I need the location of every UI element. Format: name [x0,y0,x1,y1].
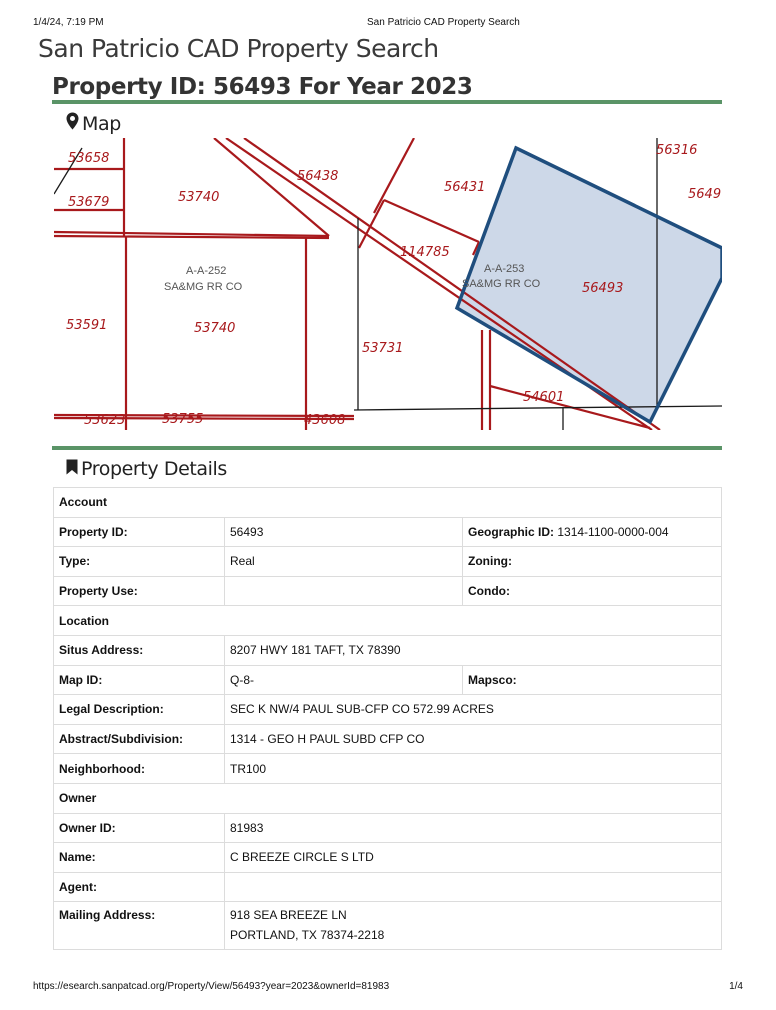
parcel-label: 53658 [68,151,110,166]
mailing-address-line: 918 SEA BREEZE LN [230,908,347,923]
mapsco-label: Mapsco: [468,672,517,687]
owner-name-label: Name: [54,843,225,873]
situs-address-value: 8207 HWY 181 TAFT, TX 78390 [225,635,722,665]
table-row [54,488,722,518]
property-details-table [53,487,722,950]
neighborhood-label: Neighborhood: [54,754,225,784]
page-number: 1/4 [729,981,743,992]
table-row [54,902,722,950]
property-use-label: Property Use: [54,576,225,606]
parcel-label: 43608 [304,413,346,428]
owner-id-value: 81983 [225,813,722,843]
parcel-label: 53623 [84,413,126,428]
agent-value [225,872,722,902]
details-heading-label: Property Details [81,458,227,480]
geographic-id-value: 1314-1100-0000-004 [557,524,669,539]
table-row [54,695,722,725]
table-row [54,517,722,547]
mapsco-cell [463,665,722,695]
table-row [54,783,722,813]
table-row [54,665,722,695]
map-heading-label: Map [82,112,121,135]
parcel-label: 56493 [582,281,624,296]
parcel-label: 53591 [66,318,108,333]
map-divider [52,446,722,450]
table-row [54,872,722,902]
geographic-id-cell [463,517,722,547]
table-row [54,843,722,873]
type-label: Type: [54,547,225,577]
abstract-id-label: A-A-253 [484,263,525,275]
legal-description-label: Legal Description: [54,695,225,725]
parcel-label: 53740 [194,321,236,336]
zoning-label: Zoning: [468,554,512,569]
parcel-label: 5649 [688,187,722,202]
condo-cell [463,576,722,606]
parcel-label: 56431 [444,180,486,195]
table-row [54,635,722,665]
zoning-cell [463,547,722,577]
mailing-address-label: Mailing Address: [54,902,225,950]
situs-address-label: Situs Address: [54,635,225,665]
map-marker-icon [66,112,79,135]
condo-label: Condo: [468,584,510,599]
abstract-id-label: A-A-252 [186,265,227,277]
parcel-map-canvas[interactable] [54,138,722,430]
property-title: Property ID: 56493 For Year 2023 [52,74,473,100]
type-value: Real [225,547,463,577]
table-row [54,547,722,577]
owner-name-value: C BREEZE CIRCLE S LTD [225,843,722,873]
table-row [54,754,722,784]
property-id-label: Property ID: [54,517,225,547]
table-row [54,813,722,843]
print-footer [33,981,743,992]
neighborhood-value: TR100 [225,754,722,784]
title-divider [52,100,722,104]
section-header-owner: Owner [54,783,722,813]
details-heading [66,458,227,480]
print-page-title: San Patricio CAD Property Search [367,17,520,28]
parcel-label: 54601 [523,390,565,405]
parcel-label: 56438 [297,169,339,184]
bookmark-icon [66,458,78,480]
parcel-label: 114785 [400,245,450,260]
geographic-id-label: Geographic ID: [468,524,555,539]
property-use-value [225,576,463,606]
parcel-label: 53731 [362,341,404,356]
print-datetime: 1/4/24, 7:19 PM [33,17,104,28]
owner-id-label: Owner ID: [54,813,225,843]
parcel-label: 53755 [162,412,204,427]
parcel-label: 56316 [656,143,698,158]
mailing-address-value [225,902,722,950]
section-header-account: Account [54,488,722,518]
parcel-map[interactable] [54,138,722,430]
table-row [54,724,722,754]
parcel-label: 53679 [68,195,110,210]
abstract-name-label: SA&MG RR CO [462,278,541,290]
map-heading [66,112,121,135]
abstract-name-label: SA&MG RR CO [164,281,243,293]
site-title[interactable]: San Patricio CAD Property Search [38,34,439,63]
print-url[interactable]: https://esearch.sanpatcad.org/Property/View/56493?year=2023&ownerId=81983 [33,981,390,992]
table-row [54,576,722,606]
agent-label: Agent: [54,872,225,902]
map-id-label: Map ID: [54,665,225,695]
table-row [54,606,722,636]
parcel-label: 53740 [178,190,220,205]
abstract-subdivision-value: 1314 - GEO H PAUL SUBD CFP CO [225,724,722,754]
abstract-subdivision-label: Abstract/Subdivision: [54,724,225,754]
property-id-value: 56493 [225,517,463,547]
print-header [33,17,743,31]
section-header-location: Location [54,606,722,636]
map-id-value: Q-8- [225,665,463,695]
legal-description-value: SEC K NW/4 PAUL SUB-CFP CO 572.99 ACRES [225,695,722,725]
mailing-address-line: PORTLAND, TX 78374-2218 [230,928,385,943]
